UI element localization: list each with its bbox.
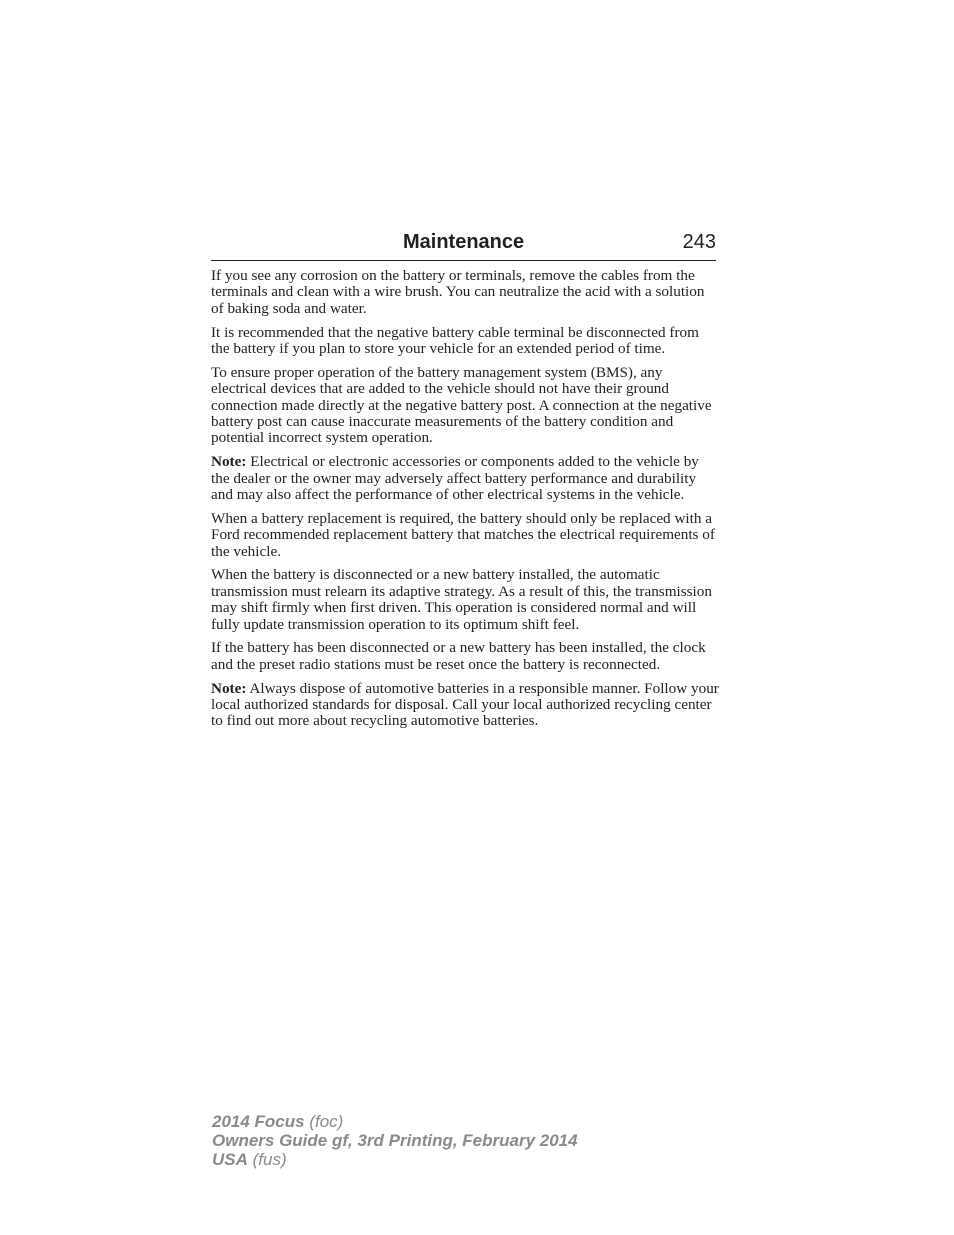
footer-guide: Owners Guide gf, 3rd Printing, February 2014 bbox=[212, 1131, 578, 1150]
note-text: Always dispose of automotive batteries in a responsible manner. Follow your local authorized standards for disposal. Call your local authorized recycling center to find out more about recycling automotive batteries. bbox=[211, 679, 719, 730]
paragraph-corrosion: If you see any corrosion on the battery or terminals, remove the cables from the terminals and clean with a wire brush. You can neutralize the acid with a solution of baking soda and water. bbox=[211, 267, 705, 317]
note-label: Note: bbox=[211, 679, 247, 697]
footer-model-code: (foc) bbox=[304, 1112, 344, 1131]
body-text bbox=[211, 268, 719, 737]
page-footer bbox=[212, 1112, 578, 1169]
paragraph-transmission: When the battery is disconnected or a new battery installed, the automatic transmission must relearn its adaptive strategy. As a result of this, the transmission may shift firmly when first driven. This operation is considered normal and will fully update transmission operation to its optimum shift feel. bbox=[211, 566, 712, 633]
page-header bbox=[211, 229, 716, 261]
note-label: Note: bbox=[211, 453, 247, 471]
footer-market: USA bbox=[212, 1150, 248, 1169]
footer-market-code: (fus) bbox=[247, 1150, 287, 1169]
paragraph-storage: It is recommended that the negative battery cable terminal be disconnected from the battery if you plan to store your vehicle for an extended period of time. bbox=[211, 323, 699, 358]
note-text: Electrical or electronic accessories or components added to the vehicle by the dealer or the owner may adversely affect battery performance and durability and may also affect the performance of other electrical systems in the vehicle. bbox=[211, 453, 699, 504]
note-disposal bbox=[211, 681, 719, 730]
footer-model-line bbox=[212, 1112, 578, 1131]
paragraph-bms: To ensure proper operation of the battery management system (BMS), any electrical devices that are added to the vehicle should not have their ground connection made directly at the negative battery post. A connection at the negative battery post can cause inaccurate measurements of the battery condition and potential incorrect system operation. bbox=[211, 363, 712, 447]
note-accessories bbox=[211, 454, 719, 503]
section-title: Maintenance bbox=[403, 231, 525, 253]
paragraph-clock-radio: If the battery has been disconnected or a new battery has been installed, the clock and the preset radio stations must be reset once the battery is reconnected. bbox=[211, 639, 706, 673]
paragraph-replacement: When a battery replacement is required, the battery should only be replaced with a Ford recommended replacement battery that matches the electrical requirements of the vehicle. bbox=[211, 509, 715, 560]
footer-model: 2014 Focus bbox=[212, 1112, 305, 1131]
page-number: 243 bbox=[682, 231, 716, 253]
footer-market-line bbox=[212, 1150, 578, 1169]
